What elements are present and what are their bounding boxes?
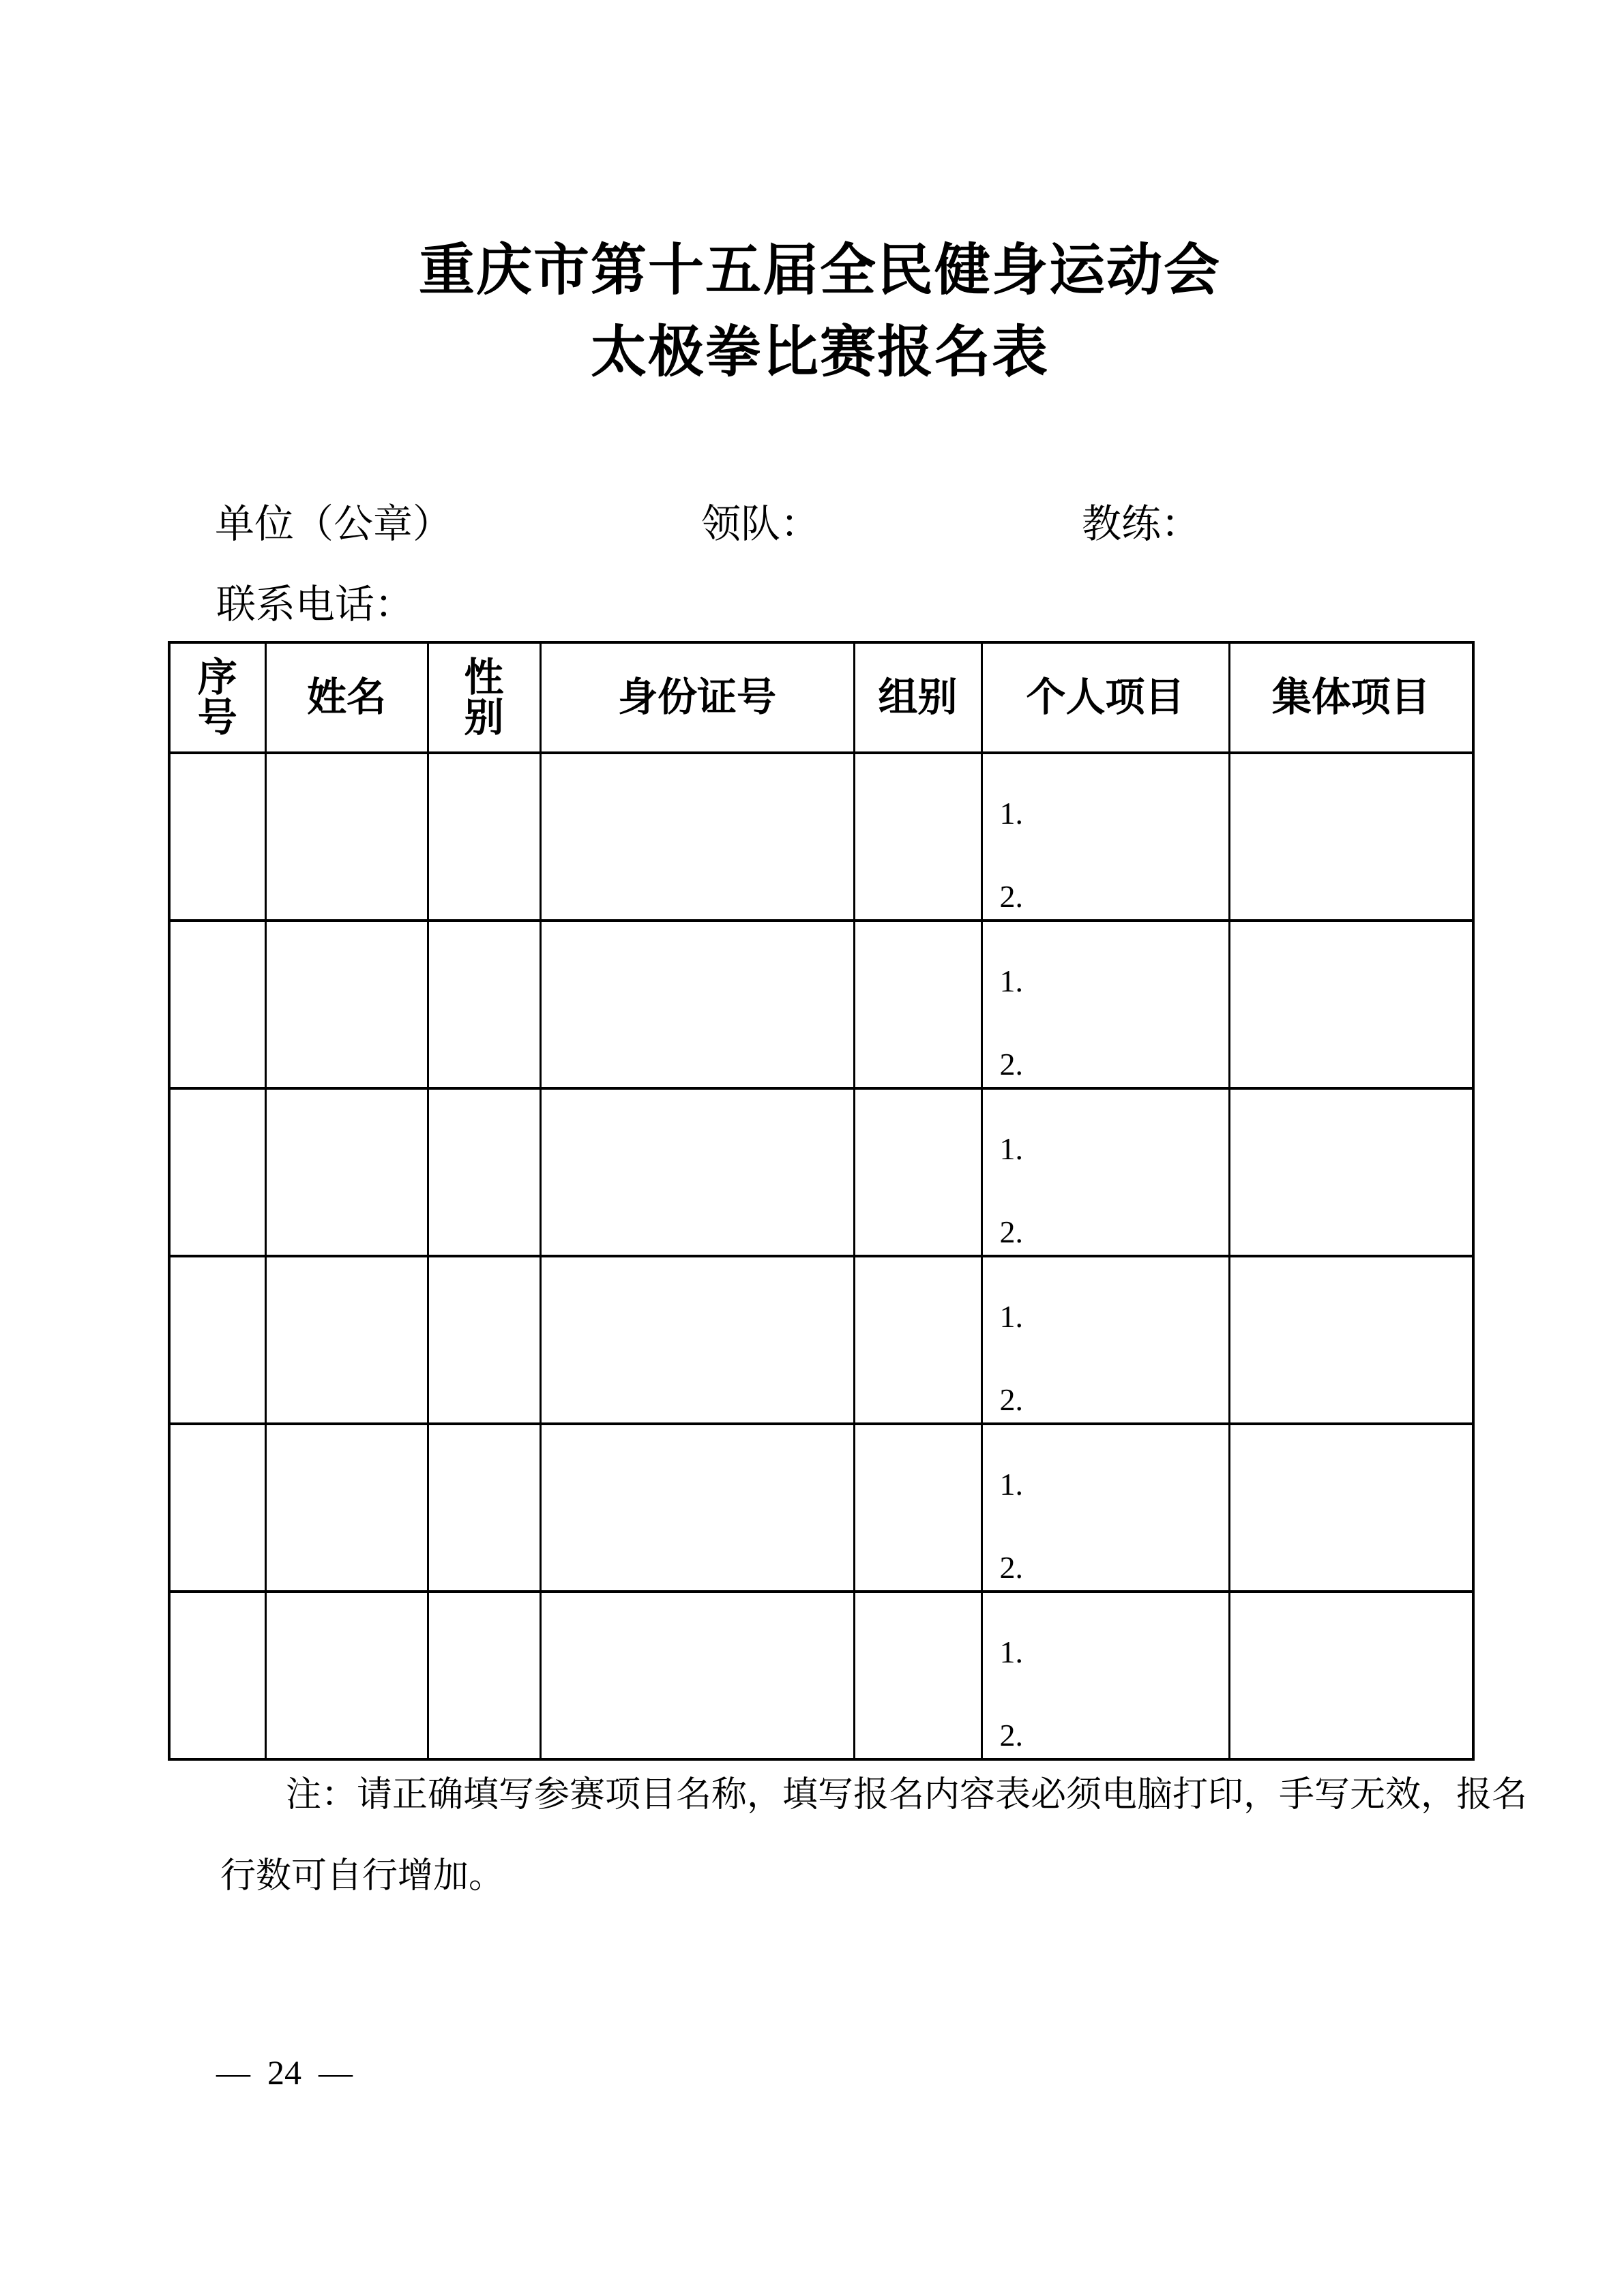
page-number: — 24 —: [216, 2053, 353, 2091]
individual-event-number-1: 1.: [999, 1299, 1023, 1334]
table-cell: [854, 1088, 981, 1256]
table-row: [169, 1592, 1473, 1759]
individual-event-number-2: 2.: [999, 879, 1023, 914]
table-cell: [265, 1424, 428, 1592]
document-title-line2: 太极拳比赛报名表: [590, 321, 1049, 383]
table-cell: [540, 1088, 854, 1256]
individual-event-number-2: 2.: [999, 1214, 1023, 1249]
table-cell: [540, 1424, 854, 1592]
table-cell: [1229, 1256, 1473, 1424]
table-row: [169, 921, 1473, 1088]
note-line-2: 行数可自行增加。: [220, 1857, 505, 1896]
individual-event-number-2: 2.: [999, 1047, 1023, 1082]
individual-event-number-1: 1.: [999, 1635, 1023, 1669]
column-header-5: 组别: [854, 642, 981, 753]
column-header-7: 集体项目: [1229, 642, 1473, 753]
individual-event-number-2: 2.: [999, 1550, 1023, 1585]
table-cell: [981, 1592, 1229, 1759]
registration-table: [168, 641, 1475, 1761]
column-header-3: 性别: [428, 642, 540, 753]
table-cell: [265, 1592, 428, 1759]
table-cell: [854, 1424, 981, 1592]
table-cell: [854, 921, 981, 1088]
table-cell: [428, 921, 540, 1088]
column-header-1: 序号: [169, 642, 265, 753]
table-cell: [540, 1592, 854, 1759]
registration-table-header: [169, 642, 1473, 753]
individual-event-number-2: 2.: [999, 1382, 1023, 1417]
table-cell: [428, 1256, 540, 1424]
note-line-1: 注：请正确填写参赛项目名称，填写报名内容表必须电脑打印，手写无效，报名: [286, 1776, 1528, 1815]
content-area: [168, 0, 1528, 2296]
coach-label: 教练：: [1082, 502, 1201, 546]
column-header-2: 姓名: [265, 642, 428, 753]
table-cell: [169, 1256, 265, 1424]
table-cell: [854, 1256, 981, 1424]
table-cell: [265, 921, 428, 1088]
table-cell: [265, 753, 428, 921]
table-cell: [540, 1256, 854, 1424]
individual-event-number-1: 1.: [999, 1467, 1023, 1502]
individual-event-number-2: 2.: [999, 1718, 1023, 1753]
table-row: [169, 1088, 1473, 1256]
table-cell: [1229, 1424, 1473, 1592]
table-cell: [169, 1592, 265, 1759]
table-cell: [981, 921, 1229, 1088]
table-cell: [981, 1088, 1229, 1256]
table-cell: [540, 753, 854, 921]
table-cell: [169, 921, 265, 1088]
table-cell: [1229, 921, 1473, 1088]
table-cell: [428, 1592, 540, 1759]
table-cell: [981, 753, 1229, 921]
team-leader-label: 领队：: [701, 502, 821, 546]
table-cell: [265, 1256, 428, 1424]
table-cell: [540, 921, 854, 1088]
table-cell: [1229, 1088, 1473, 1256]
table-cell: [169, 753, 265, 921]
table-row: [169, 1424, 1473, 1592]
table-cell: [981, 1424, 1229, 1592]
table-cell: [169, 1424, 265, 1592]
table-cell: [981, 1256, 1229, 1424]
column-header-6: 个人项目: [981, 642, 1229, 753]
unit-seal-label: 单位（公章）: [215, 502, 453, 546]
column-header-4: 身份证号: [540, 642, 854, 753]
document-title-line1: 重庆市第十五届全民健身运动会: [418, 239, 1221, 301]
table-cell: [428, 753, 540, 921]
table-cell: [428, 1424, 540, 1592]
table-cell: [169, 1088, 265, 1256]
table-row: [169, 1256, 1473, 1424]
individual-event-number-1: 1.: [999, 964, 1023, 998]
table-cell: [854, 1592, 981, 1759]
individual-event-number-1: 1.: [999, 796, 1023, 831]
individual-event-number-1: 1.: [999, 1131, 1023, 1166]
table-cell: [428, 1088, 540, 1256]
table-cell: [1229, 753, 1473, 921]
table-row: [169, 753, 1473, 921]
table-cell: [265, 1088, 428, 1256]
table-cell: [1229, 1592, 1473, 1759]
table-cell: [854, 753, 981, 921]
contact-phone-label: 联系电话：: [216, 582, 415, 627]
